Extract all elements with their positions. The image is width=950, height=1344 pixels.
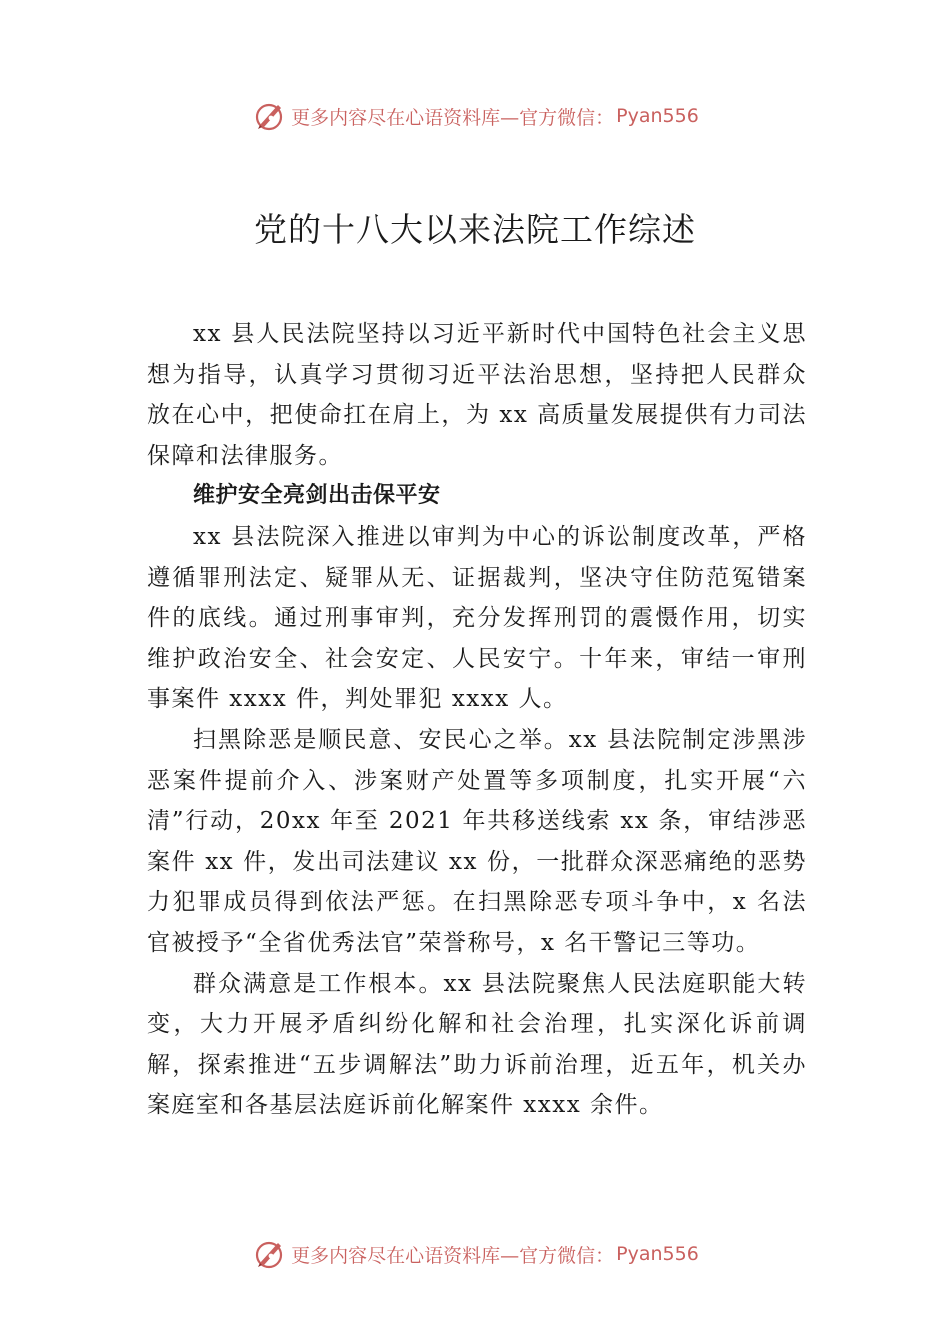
watermark-text: 更多内容尽在心语资料库—官方微信： — [291, 1244, 615, 1267]
intro-paragraph: xx 县人民法院坚持以习近平新时代中国特色社会主义思想为指导，认真学习贯彻习近平法治思想，坚持把人民群众放在心中，把使命扛在肩上，为 xx 高质量发展提供有力司法保障和法律服务。 — [147, 321, 807, 469]
watermark-wechat-handle: Pyan556 — [616, 1243, 699, 1265]
page-title: 党的十八大以来法院工作综述 — [254, 210, 696, 249]
pen-quill-logo-icon — [251, 1236, 287, 1272]
body-paragraph: 群众满意是工作根本。xx 县法院聚焦人民法庭职能大转变，大力开展矛盾纠纷化解和社会治理，扎实深化诉前调解，探索推进“五步调解法”助力诉前治理，近五年，机关办案庭室和各基层法庭诉前化解案件 xxxx 余件。 — [147, 970, 807, 1119]
watermark-wechat-handle: Pyan556 — [616, 105, 699, 127]
body-paragraph: xx 县法院深入推进以审判为中心的诉讼制度改革，严格遵循罪刑法定、疑罪从无、证据裁判，坚决守住防范冤错案件的底线。通过刑事审判，充分发挥刑罚的震慑作用，切实维护政治安全、社会安定、人民安宁。十年来，审结一审刑事案件 xxxx 件，判处罪犯 xxxx 人。 — [147, 523, 807, 713]
section-heading: 维护安全亮剑出击保平安 — [193, 483, 441, 509]
footer-watermark — [0, 1234, 950, 1274]
document-body — [147, 314, 807, 1126]
header-watermark — [0, 96, 950, 136]
body-paragraph: 扫黑除恶是顺民意、安民心之举。xx 县法院制定涉黑涉恶案件提前介入、涉案财产处置等多项制度，扎实开展“六清”行动，20xx 年至 2021 年共移送线索 xx 条，审结涉恶案件 xx 件，发出司法建议 xx 份，一批群众深恶痛绝的恶势力犯罪成员得到依法严惩。在扫黑除恶专项斗争中，x 名法官被授予“全省优秀法官”荣誉称号，x 名干警记三等功。 — [147, 726, 807, 956]
pen-quill-logo-icon — [251, 98, 287, 134]
watermark-text: 更多内容尽在心语资料库—官方微信： — [291, 106, 615, 129]
